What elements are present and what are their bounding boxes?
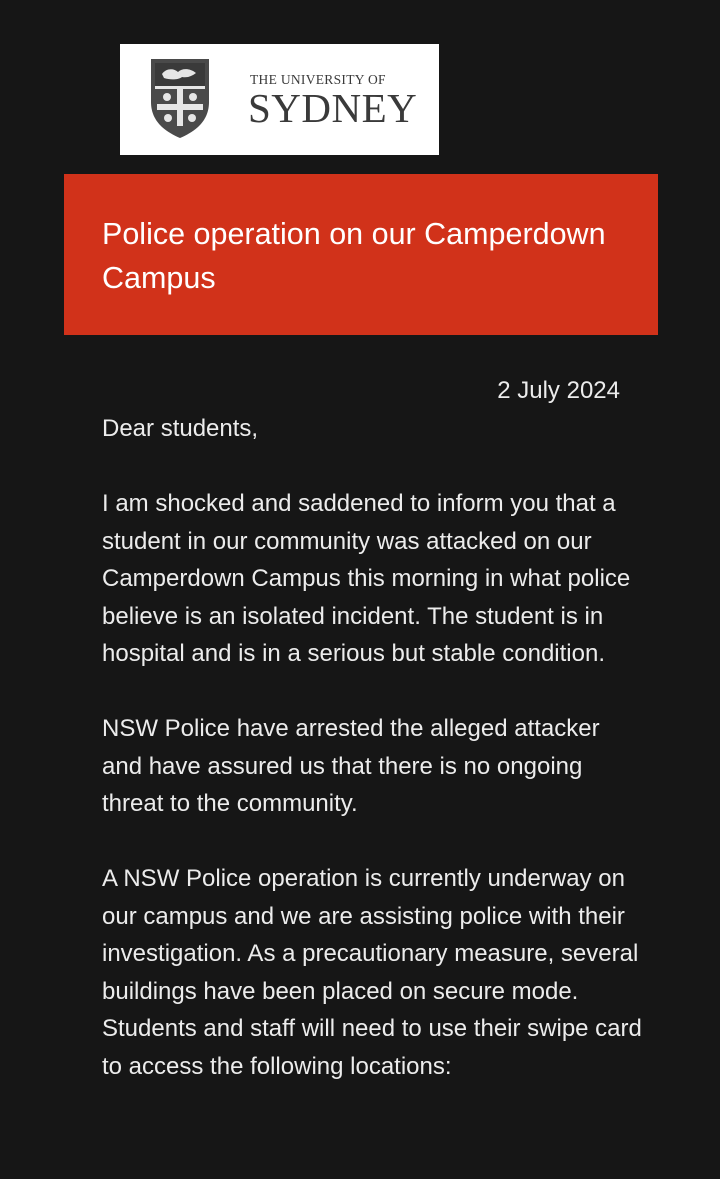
letter-greeting: Dear students, [102, 415, 259, 442]
letter-paragraph: A NSW Police operation is currently underway on our campus and we are assisting police with their investigation. As a precautionary measure, several buildings have been placed on secure mode. Students and staff will need to use their swipe card to access the following locations: [102, 865, 642, 1080]
letter-body [102, 410, 642, 1123]
letter-date: 2 July 2024 [497, 377, 620, 404]
logo-text-top: THE UNIVERSITY OF [250, 72, 386, 87]
page-title: Police operation on our Camperdown Campus [102, 217, 606, 295]
university-crest-icon [148, 56, 212, 140]
letter-paragraph: NSW Police have arrested the alleged attacker and have assured us that there is no ongoing threat to the community. [102, 715, 600, 817]
university-logo [120, 44, 439, 155]
title-banner [64, 174, 658, 335]
logo-text-main: SYDNEY [248, 85, 418, 131]
letter-paragraph: I am shocked and saddened to inform you that a student in our community was attacked on our Camperdown Campus this morning in what police believe is an isolated incident. The student is in hospital and is in a serious but stable condition. [102, 490, 631, 667]
